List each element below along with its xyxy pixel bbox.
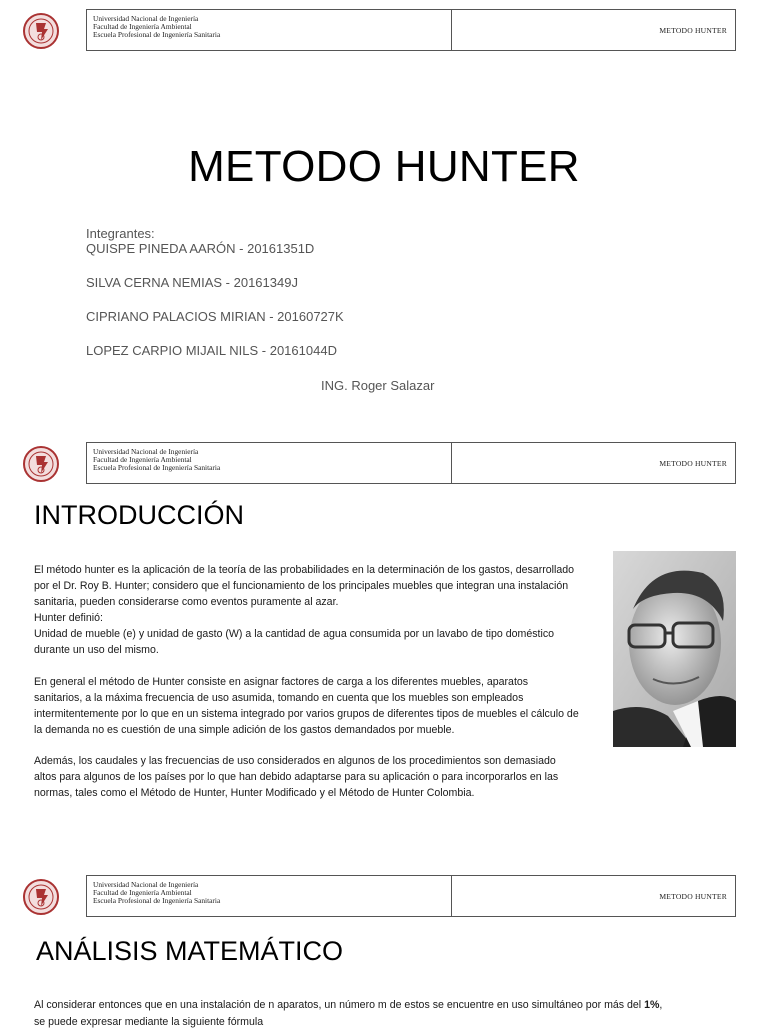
- members-list: [86, 226, 344, 358]
- document-tag: METODO HUNTER: [659, 891, 727, 901]
- institution-line: Escuela Profesional de Ingeniería Sanitaria: [93, 463, 221, 473]
- members-label: Integrantes:: [86, 226, 155, 241]
- math-heading: ANÁLISIS MATEMÁTICO: [36, 936, 344, 966]
- member-item: CIPRIANO PALACIOS MIRIAN - 20160727K: [86, 309, 344, 324]
- header-box: [86, 442, 736, 484]
- math-line: [34, 997, 764, 1014]
- member-item: SILVA CERNA NEMIAS - 20161349J: [86, 275, 298, 290]
- intro-heading: INTRODUCCIÓN: [34, 500, 244, 530]
- institution-block: [87, 10, 452, 50]
- intro-paragraph: En general el método de Hunter consiste en asignar factores de carga a los diferentes muebles, aparatos sanitarios, a la máxima frecuencia de uso asumida, tomando en cuenta que los muebles son empleados intermitentemente por lo que en un sistema integrado por varios grupos de diferentes tipos de muebles el cálculo de la demanda no es cuestión de una simple adición de los gastos demandados por mueble.: [34, 675, 579, 736]
- teacher-name: ING. Roger Salazar: [321, 378, 435, 393]
- university-seal-icon: [22, 442, 60, 486]
- institution-line: Facultad de Ingeniería Ambiental: [93, 888, 192, 898]
- document-tag: METODO HUNTER: [659, 25, 727, 35]
- page-header: [0, 9, 768, 55]
- institution-line: Universidad Nacional de Ingeniería: [93, 14, 199, 23]
- math-line-punct: ,: [659, 999, 663, 1011]
- page-header: [0, 442, 768, 488]
- math-line-text: Al considerar entonces que en una instalación de n aparatos, un número m de estos se encuentre en uso simultáneo por más del: [34, 999, 645, 1011]
- institution-block: [87, 876, 452, 916]
- intro-body: [34, 562, 579, 816]
- page-header: [0, 875, 768, 921]
- portrait-photo-icon: [613, 551, 736, 747]
- university-seal-icon: [22, 9, 60, 53]
- header-box: [86, 875, 736, 917]
- intro-paragraph: El método hunter es la aplicación de la teoría de las probabilidades en la determinación de los gastos, desarrollado por el Dr. Roy B. Hunter; considero que el funcionamiento de los principales muebles que integran una instalación sanitaria, pueden considerarse como eventos puramente al azar. Hunter definió: Unidad de mueble (e) y unidad de gasto (W) a la cantidad de agua consumida por un lavabo de tipo doméstico durante un uso del mismo.: [34, 564, 575, 657]
- institution-line: Universidad Nacional de Ingeniería: [93, 447, 199, 456]
- member-item: QUISPE PINEDA AARÓN - 20161351D: [86, 241, 315, 256]
- institution-line: Facultad de Ingeniería Ambiental: [93, 455, 192, 465]
- institution-block: [87, 443, 452, 483]
- page-title: METODO HUNTER: [188, 142, 580, 191]
- intro-paragraph: Además, los caudales y las frecuencias de uso considerados en algunos de los procedimientos son demasiado altos para algunos de los países por lo que han debido adaptarse para su aplicación o para incorporarlos en las normas, tales como el Método de Hunter, Hunter Modificado y el Método de Hunter Colombia.: [34, 754, 559, 800]
- math-line: se puede expresar mediante la siguiente fórmula: [34, 1016, 264, 1028]
- math-percentage: 1%: [644, 999, 660, 1011]
- document-tag: METODO HUNTER: [659, 458, 727, 468]
- institution-line: Facultad de Ingeniería Ambiental: [93, 22, 192, 32]
- university-seal-icon: [22, 875, 60, 919]
- institution-line: Escuela Profesional de Ingeniería Sanitaria: [93, 30, 221, 40]
- math-body: [34, 997, 764, 1031]
- institution-line: Escuela Profesional de Ingeniería Sanitaria: [93, 896, 221, 906]
- institution-line: Universidad Nacional de Ingeniería: [93, 880, 199, 889]
- header-box: [86, 9, 736, 51]
- member-item: LOPEZ CARPIO MIJAIL NILS - 20161044D: [86, 343, 337, 358]
